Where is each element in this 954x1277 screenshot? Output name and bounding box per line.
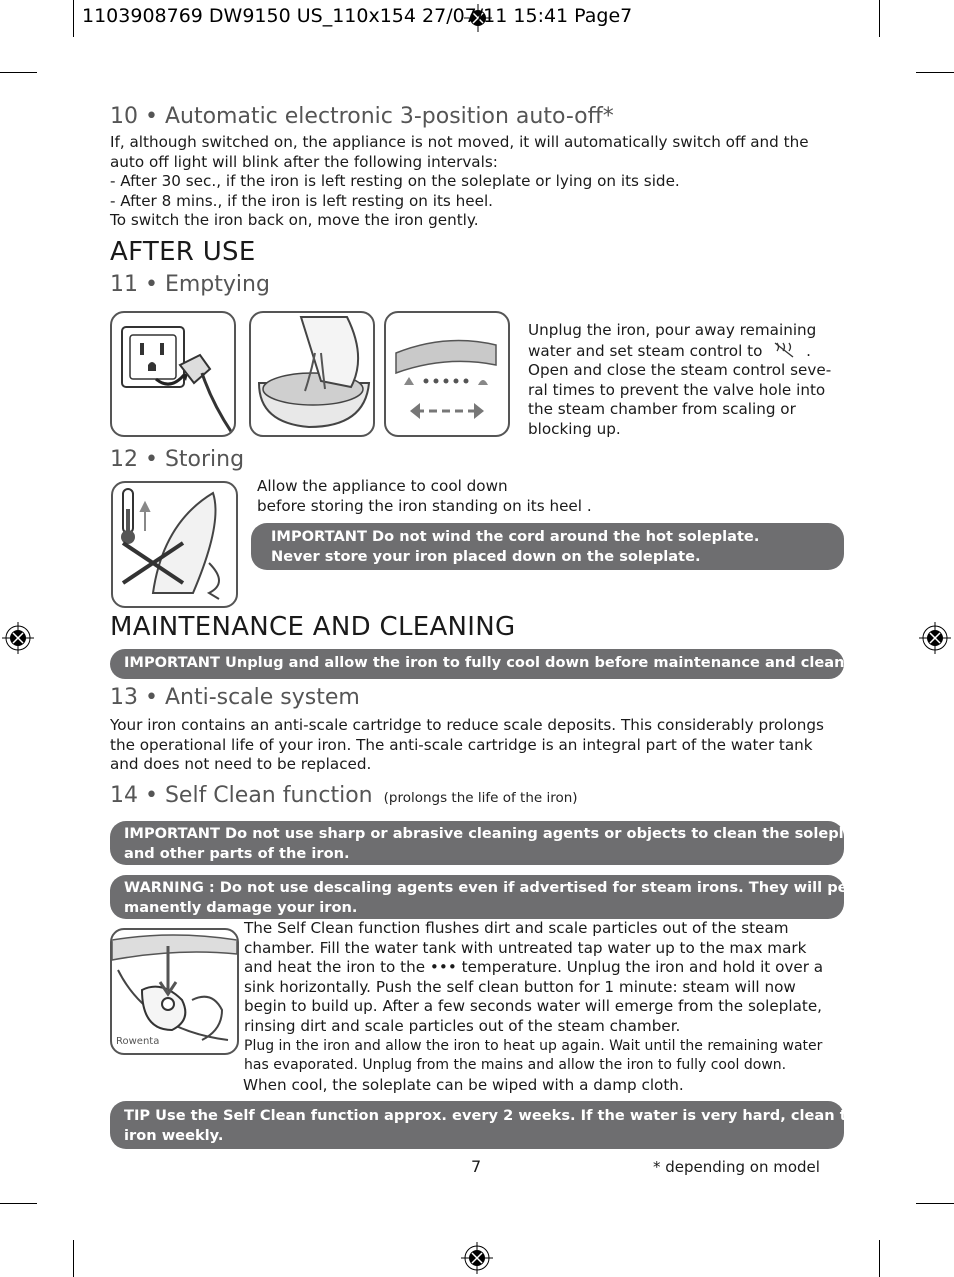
crop-mark: [73, 0, 74, 37]
crop-mark: [879, 1240, 880, 1277]
text-line: If, although switched on, the appliance is not moved, it will automatically switch off and the: [110, 133, 809, 151]
text-line: Plug in the iron and allow the iron to heat up again. Wait until the remaining water: [244, 1038, 823, 1054]
notice-line: IMPORTANT Do not use sharp or abrasive cleaning agents or objects to clean the soleplate: [124, 825, 871, 842]
notice-line: iron weekly.: [124, 1126, 224, 1144]
section-10-title: 10 • Automatic electronic 3-position auto-off*: [110, 104, 614, 129]
section-14-body: [244, 919, 823, 1036]
important-storing-notice: [251, 523, 844, 570]
notice-line: TIP Use the Self Clean function approx. every 2 weeks. If the water is very hard, clean the: [124, 1107, 867, 1124]
sink-icon: [251, 313, 373, 435]
tip-self-clean-notice: [110, 1101, 867, 1149]
notice-line: IMPORTANT Unplug and allow the iron to fully cool down before maintenance and cleaning.: [124, 654, 876, 671]
notice-line: manently damage your iron.: [124, 898, 358, 916]
section-13-title: 13 • Anti-scale system: [110, 685, 360, 710]
illustration-steam-control: [384, 311, 510, 437]
section-11-body: [528, 321, 831, 439]
section-14-last-line: When cool, the soleplate can be wiped with a damp cloth.: [243, 1076, 684, 1094]
warning-descaling-notice: [110, 875, 861, 919]
text-line: before storing the iron standing on its heel .: [257, 496, 592, 515]
notice-line: IMPORTANT Do not wind the cord around the hot soleplate.: [271, 528, 760, 545]
page-number: 7: [471, 1157, 482, 1176]
text-line: water and set steam control to: [528, 341, 763, 360]
text-line: sink horizontally. Push the self clean button for 1 minute: steam will now: [244, 977, 796, 996]
steam-off-icon: [773, 341, 795, 359]
text-line: has evaporated. Unplug from the mains and allow the iron to fully cool down.: [244, 1057, 787, 1073]
text-line: Unplug the iron, pour away remaining: [528, 321, 817, 339]
text-line: begin to build up. After a few seconds water will emerge from the soleplate,: [244, 997, 823, 1015]
text-period: .: [806, 341, 811, 360]
illustration-unplug-socket: [110, 311, 236, 437]
wall-socket-icon: [112, 313, 234, 435]
registration-mark-left: [2, 622, 34, 654]
text-line: and heat the iron to the ••• temperature. Unplug the iron and hold it over a: [244, 958, 824, 976]
text-line: The Self Clean function flushes dirt and scale particles out of the steam: [244, 919, 789, 937]
text-line: and does not need to be replaced.: [110, 755, 372, 773]
text-line: blocking up.: [528, 419, 621, 438]
text-line: auto off light will blink after the following intervals:: [110, 152, 498, 171]
section-12-body: [257, 477, 592, 516]
crop-mark: [73, 1240, 74, 1277]
illustration-self-clean-button: [110, 928, 239, 1055]
text-line: To switch the iron back on, move the iron gently.: [110, 211, 479, 229]
section-10-body: [110, 133, 809, 231]
section-14-small-text: [244, 1037, 822, 1075]
steam-dial-icon: [386, 313, 508, 435]
crop-mark: [916, 72, 954, 73]
important-maintenance-notice: [110, 649, 876, 679]
crop-mark: [0, 72, 37, 73]
section-14-subtitle: (prolongs the life of the iron): [383, 790, 578, 806]
text-line: Open and close the steam control seve-: [528, 361, 832, 379]
brand-logo: Rowenta: [116, 1036, 160, 1047]
print-slug: 1103908769 DW9150 US_110x154 27/07/11 15:41 Page7: [82, 5, 633, 27]
text-line: - After 8 mins., if the iron is left resting on its heel.: [110, 191, 493, 210]
section-13-body: [110, 716, 824, 775]
section-14-title: [110, 783, 578, 808]
text-line: the steam chamber from scaling or: [528, 400, 796, 418]
text-line: - After 30 sec., if the iron is left resting on the soleplate or lying on its side.: [110, 172, 680, 190]
thermometer-icon: [113, 483, 236, 606]
maintenance-heading: MAINTENANCE AND CLEANING: [110, 612, 516, 642]
notice-line: Never store your iron placed down on the soleplate.: [271, 547, 701, 565]
important-cleaning-notice: [110, 821, 871, 865]
text-line: Your iron contains an anti-scale cartridge to reduce scale deposits. This considerably prolongs: [110, 716, 824, 734]
illustration-pour-water: [249, 311, 375, 437]
text-line: chamber. Fill the water tank with untreated tap water up to the max mark: [244, 938, 807, 957]
crop-mark: [879, 0, 880, 37]
crop-mark: [916, 1203, 954, 1204]
section-12-title: 12 • Storing: [110, 447, 245, 472]
section-14-title-text: 14 • Self Clean function: [110, 783, 373, 808]
text-line: rinsing dirt and scale particles out of the steam chamber.: [244, 1016, 681, 1035]
notice-line: and other parts of the iron.: [124, 844, 350, 862]
text-line: the operational life of your iron. The anti-scale cartridge is an integral part of the water tank: [110, 735, 813, 754]
after-use-heading: AFTER USE: [110, 237, 256, 267]
registration-mark-bottom: [461, 1242, 493, 1274]
footnote-depending-on-model: * depending on model: [653, 1158, 820, 1176]
registration-mark-right: [919, 622, 951, 654]
crop-mark: [0, 1203, 37, 1204]
self-clean-button-icon: [112, 930, 237, 1053]
section-11-title: 11 • Emptying: [110, 272, 270, 297]
text-line: Allow the appliance to cool down: [257, 477, 508, 495]
illustration-storing-iron: [111, 481, 238, 608]
notice-line: WARNING : Do not use descaling agents even if advertised for steam irons. They will per-: [124, 879, 861, 896]
text-line: ral times to prevent the valve hole into: [528, 380, 826, 399]
